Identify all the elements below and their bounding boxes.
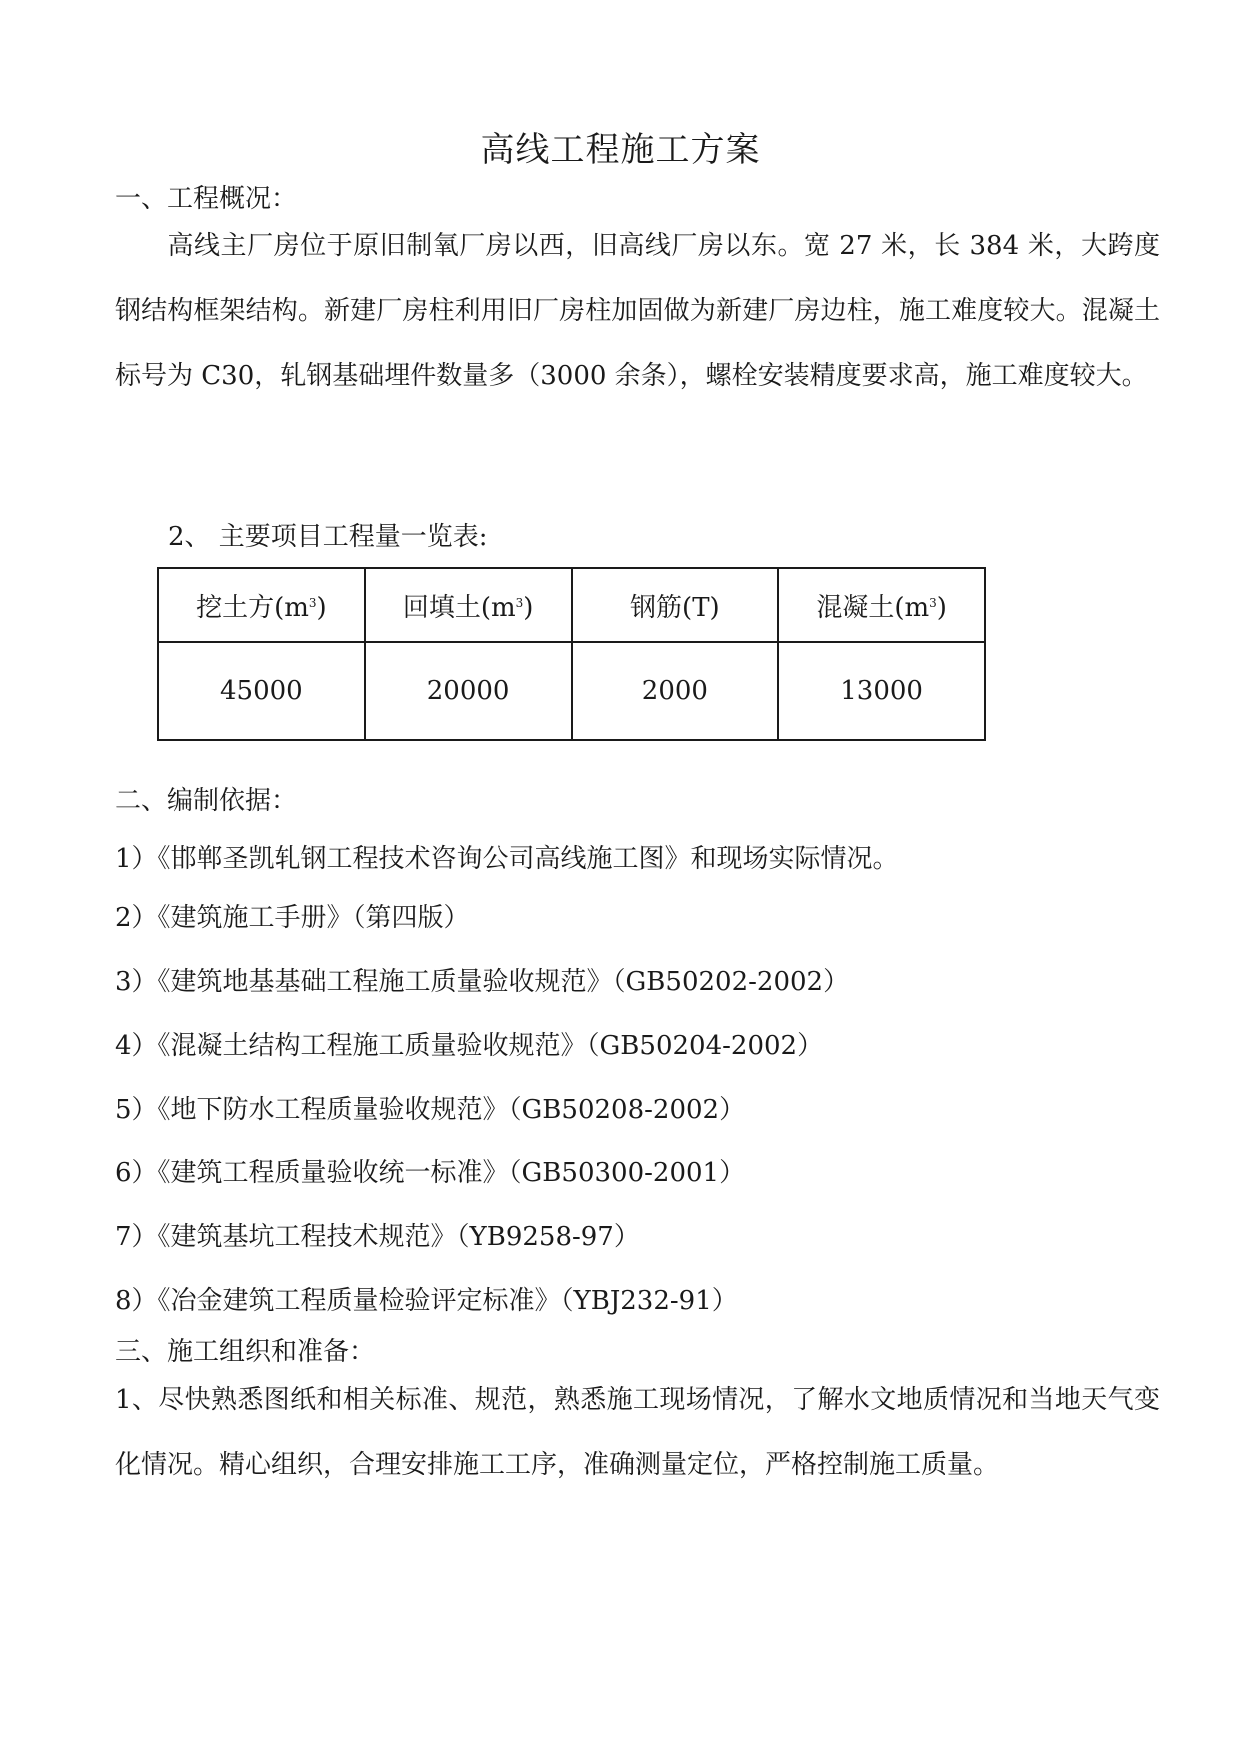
- table-header-cell: 钢筋(T): [572, 568, 779, 642]
- reference-item: 5）《地下防水工程质量验收规范》（GB50208-2002）: [115, 1095, 746, 1125]
- table-caption: 2、 主要项目工程量一览表:: [168, 522, 488, 552]
- organization-paragraph: 1、尽快熟悉图纸和相关标准、规范，熟悉施工现场情况，了解水文地质情况和当地天气变化情况。精心组织，合理安排施工工序，准确测量定位，严格控制施工质量。: [115, 1385, 1160, 1480]
- quantity-table: [157, 567, 986, 741]
- reference-item: 4）《混凝土结构工程施工质量验收规范》（GB50204-2002）: [115, 1031, 824, 1061]
- table-cell: 2000: [572, 642, 779, 740]
- reference-item: 6）《建筑工程质量验收统一标准》（GB50300-2001）: [115, 1158, 746, 1188]
- section-heading-overview: 一、工程概况：: [115, 184, 298, 214]
- table-cell: 20000: [365, 642, 572, 740]
- table-cell: 13000: [778, 642, 985, 740]
- overview-paragraph-text: 高线主厂房位于原旧制氧厂房以西，旧高线厂房以东。宽 27 米，长 384 米，大跨度钢结构框架结构。新建厂房柱利用旧厂房柱加固做为新建厂房边柱，施工难度较大。混凝土标号为 C30，轧钢基础埋件数量多（3000 余条），螺栓安装精度要求高，施工难度较大。: [115, 231, 1160, 391]
- reference-item: 2）《建筑施工手册》（第四版）: [115, 903, 470, 933]
- table-header-cell: 挖土方$(m^3)$: [158, 568, 365, 642]
- table-cell: 45000: [158, 642, 365, 740]
- section-heading-basis: 二、编制依据：: [115, 786, 298, 816]
- section-heading-organization: 三、施工组织和准备：: [115, 1337, 376, 1367]
- table-header-row: [158, 568, 985, 642]
- table-header-cell: 混凝土$(m^3)$: [778, 568, 985, 642]
- table-header-cell: 回填土$(m^3)$: [365, 568, 572, 642]
- reference-item: 7）《建筑基坑工程技术规范》（YB9258-97）: [115, 1222, 640, 1252]
- overview-paragraph: [115, 214, 1160, 409]
- reference-item: 1）《邯郸圣凯轧钢工程技术咨询公司高线施工图》和现场实际情况。: [115, 844, 899, 874]
- reference-item: 3）《建筑地基基础工程施工质量验收规范》（GB50202-2002）: [115, 967, 850, 997]
- table-row: [158, 642, 985, 740]
- reference-item: 8）《冶金建筑工程质量检验评定标准》（YBJ232-91）: [115, 1286, 738, 1316]
- document-title: 高线工程施工方案: [480, 130, 761, 170]
